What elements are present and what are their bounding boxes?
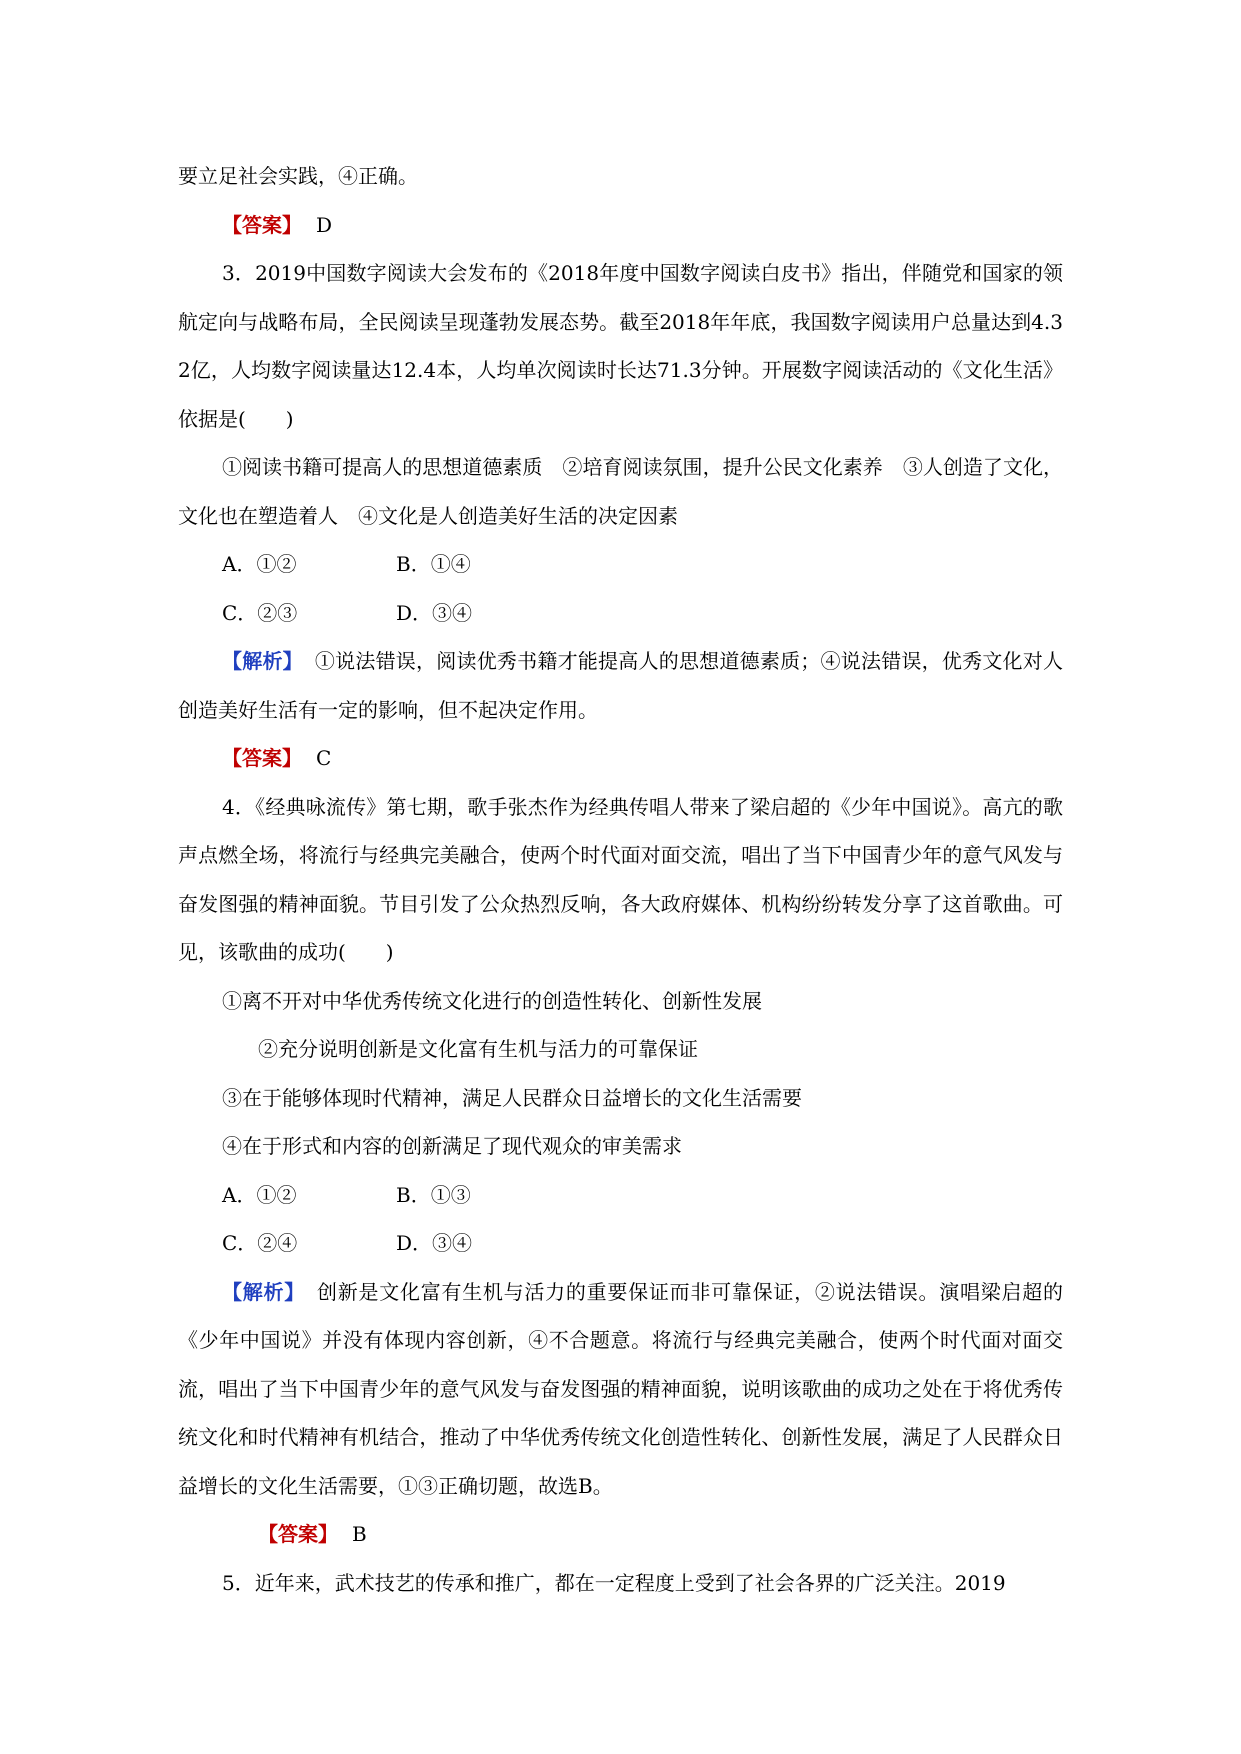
q4-statement-3: ③在于能够体现时代精神，满足人民群众日益增长的文化生活需要 (222, 1085, 802, 1110)
answer-tag: 【答案】 (222, 212, 302, 237)
q4-statement-2: ②充分说明创新是文化富有生机与活力的可靠保证 (258, 1037, 698, 1061)
q3-option-d: D．③④ (396, 600, 473, 625)
q3-options-row-2 (178, 589, 1063, 638)
q4-option-a: A．①② (222, 1182, 297, 1207)
q3-option-a: A．①② (222, 552, 297, 576)
q3-statements: ①阅读书籍可提高人的思想道德素质 ②培育阅读氛围，提升公民文化素养 ③人创造了文化，文化也在塑造着人 ④文化是人创造美好生活的决定因素 (178, 455, 1063, 528)
q4-options-row-1 (178, 1171, 1063, 1220)
answer-tag: 【答案】 (258, 1522, 338, 1546)
q2-answer (178, 201, 1063, 250)
q3-option-b: B．①④ (396, 552, 471, 576)
answer-value: D (316, 212, 333, 237)
q4-statement-4: ④在于形式和内容的创新满足了现代观众的审美需求 (222, 1134, 682, 1158)
q4-analysis (178, 1268, 1063, 1511)
q3-option-c: C．②③ (222, 600, 298, 625)
analysis-text: 创新是文化富有生机与活力的重要保证而非可靠保证，②说法错误。演唱梁启超的《少年中国说》并没有体现内容创新，④不合题意。将流行与经典完美融合，使两个时代面对面交流，唱出了当下中国青少年的意气风发与奋发图强的精神面貌，说明该歌曲的成功之处在于将优秀传统文化和时代精神有机结合，推动了中华优秀传统文化创造性转化、创新性发展，满足了人民群众日益增长的文化生活需要，①③正确切题，故选B。 (178, 1279, 1064, 1498)
q4-option-c: C．②④ (222, 1231, 298, 1255)
q4-answer (178, 1510, 1063, 1559)
analysis-text: ①说法错误，阅读优秀书籍才能提高人的思想道德素质；④说法错误，优秀文化对人创造美好生活有一定的影响，但不起决定作用。 (178, 649, 1064, 722)
answer-tag: 【答案】 (222, 746, 302, 770)
answer-value: B (352, 1522, 367, 1546)
q4-option-b: B．①③ (396, 1182, 471, 1207)
q4-statement-1: ①离不开对中华优秀传统文化进行的创造性转化、创新性发展 (222, 988, 762, 1013)
q3-answer (178, 734, 1063, 783)
q5-stem: 5．近年来，武术技艺的传承和推广，都在一定程度上受到了社会各界的广泛关注。2019 (222, 1570, 1006, 1595)
q3-stem: 3．2019中国数字阅读大会发布的《2018年度中国数字阅读白皮书》指出，伴随党和国家的领航定向与战略布局，全民阅读呈现蓬勃发展态势。截至2018年年底，我国数字阅读用户总量达到4.32亿，人均数字阅读量达12.4本，人均单次阅读时长达71.3分钟。开展数字阅读活动的《文化生活》依据是( ) (178, 261, 1063, 431)
q4-options-row-2 (178, 1219, 1063, 1268)
analysis-tag: 【解析】 (222, 649, 303, 673)
analysis-tag: 【解析】 (222, 1279, 305, 1304)
q4-stem: 4．《经典咏流传》第七期，歌手张杰作为经典传唱人带来了梁启超的《少年中国说》。高亢的歌声点燃全场，将流行与经典完美融合，使两个时代面对面交流，唱出了当下中国青少年的意气风发与奋发图强的精神面貌。节目引发了公众热烈反响，各大政府媒体、机构纷纷转发分享了这首歌曲。可见，该歌曲的成功( ) (178, 794, 1063, 964)
q3-options-row-1 (178, 540, 1063, 589)
document-body (178, 152, 1063, 1607)
answer-value: C (316, 746, 332, 770)
continued-analysis-line: 要立足社会实践，④正确。 (178, 164, 418, 188)
q4-option-d: D．③④ (396, 1231, 473, 1255)
q3-analysis (178, 637, 1063, 734)
